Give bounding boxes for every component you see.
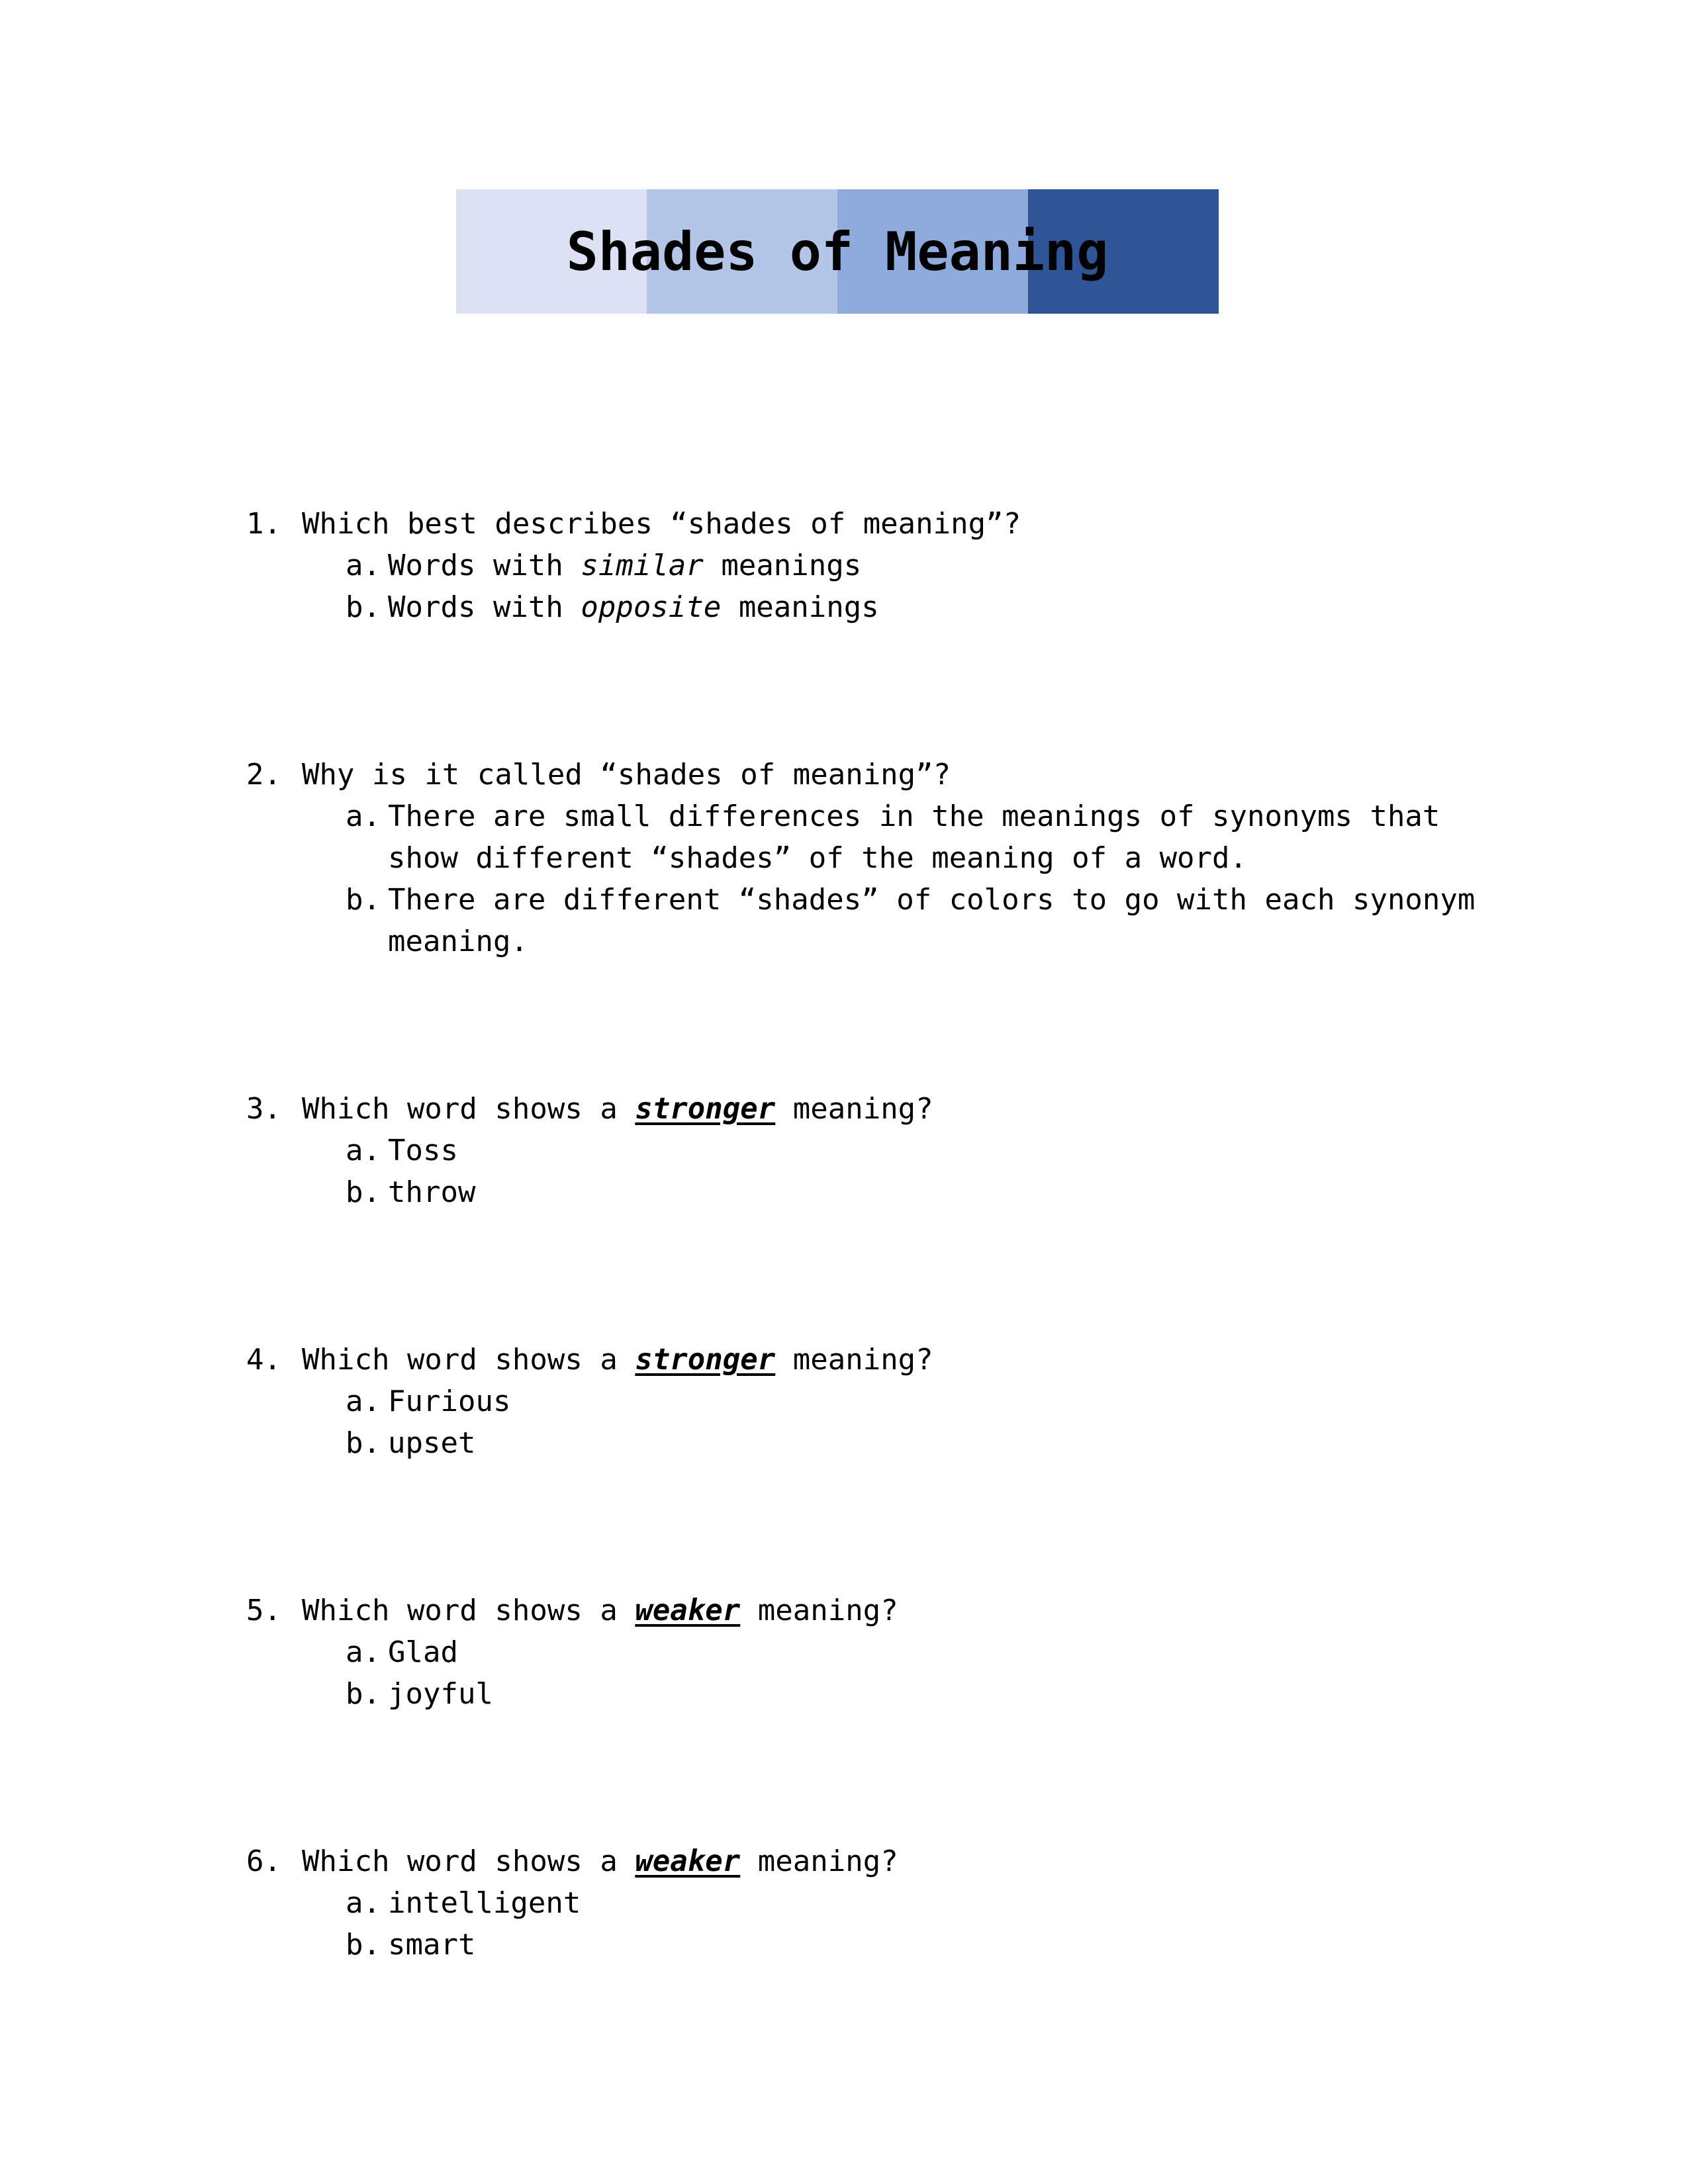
answer-option-b bbox=[346, 586, 1504, 628]
option-text: upset bbox=[388, 1426, 476, 1460]
answer-option-a bbox=[346, 1381, 1504, 1422]
question-text-post: meaning? bbox=[775, 1343, 933, 1377]
question-stem bbox=[246, 1339, 1504, 1381]
option-text-pre: Words with bbox=[388, 549, 581, 582]
question-text-post: meaning? bbox=[775, 1092, 933, 1126]
answer-options bbox=[346, 796, 1504, 962]
option-letter: b. bbox=[346, 883, 381, 917]
option-letter: b. bbox=[346, 1426, 381, 1460]
question-number: 4. bbox=[246, 1343, 281, 1377]
option-keyword: similar bbox=[581, 549, 704, 582]
option-text: There are different “shades” of colors to go with each synonym meaning. bbox=[388, 883, 1476, 958]
answer-option-b bbox=[346, 879, 1504, 962]
option-text: Toss bbox=[388, 1134, 458, 1167]
question-number: 5. bbox=[246, 1594, 281, 1627]
question-number: 2. bbox=[246, 758, 281, 792]
answer-option-b bbox=[346, 1924, 1504, 1966]
question-text-pre: Which word shows a bbox=[302, 1594, 635, 1627]
question-text-post: meaning? bbox=[740, 1594, 898, 1627]
option-text: joyful bbox=[388, 1677, 493, 1711]
question-4 bbox=[246, 1339, 1504, 1464]
question-stem bbox=[246, 503, 1504, 545]
answer-option-a bbox=[346, 796, 1504, 879]
answer-options bbox=[346, 1381, 1504, 1464]
answer-option-b bbox=[346, 1171, 1504, 1213]
answer-option-a bbox=[346, 1631, 1504, 1673]
question-text-post: meaning? bbox=[740, 1844, 898, 1878]
title-banner bbox=[456, 189, 1219, 314]
option-text: throw bbox=[388, 1175, 476, 1209]
question-stem bbox=[246, 1088, 1504, 1130]
question-stem bbox=[246, 1841, 1504, 1882]
option-letter: a. bbox=[346, 549, 381, 582]
answer-option-a bbox=[346, 545, 1504, 586]
question-keyword: weaker bbox=[635, 1844, 741, 1878]
option-text: There are small differences in the meanings of synonyms that show different “shades” of the meaning of a word. bbox=[388, 799, 1440, 875]
page-title: Shades of Meaning bbox=[566, 220, 1109, 283]
option-letter: b. bbox=[346, 590, 381, 624]
question-2 bbox=[246, 754, 1504, 962]
question-keyword: stronger bbox=[635, 1343, 776, 1377]
option-text: intelligent bbox=[388, 1886, 581, 1920]
question-keyword: weaker bbox=[635, 1594, 741, 1627]
option-text-post: meanings bbox=[721, 590, 879, 624]
question-text-pre: Which word shows a bbox=[302, 1844, 635, 1878]
question-keyword: stronger bbox=[635, 1092, 776, 1126]
answer-options bbox=[346, 545, 1504, 628]
option-text-post: meanings bbox=[703, 549, 862, 582]
answer-option-a bbox=[346, 1130, 1504, 1171]
question-text-pre: Which word shows a bbox=[302, 1343, 635, 1377]
answer-option-b bbox=[346, 1422, 1504, 1464]
question-text-pre: Which word shows a bbox=[302, 1092, 635, 1126]
answer-options bbox=[346, 1882, 1504, 1966]
option-letter: b. bbox=[346, 1175, 381, 1209]
question-5 bbox=[246, 1590, 1504, 1715]
option-letter: b. bbox=[346, 1677, 381, 1711]
answer-option-b bbox=[346, 1673, 1504, 1715]
option-letter: a. bbox=[346, 1134, 381, 1167]
question-6 bbox=[246, 1841, 1504, 1966]
option-text bbox=[388, 586, 1487, 628]
option-letter: b. bbox=[346, 1928, 381, 1962]
option-letter: a. bbox=[346, 799, 381, 833]
question-number: 1. bbox=[246, 507, 281, 541]
option-text-pre: Words with bbox=[388, 590, 581, 624]
option-text: Furious bbox=[388, 1385, 511, 1418]
option-text: Glad bbox=[388, 1635, 458, 1669]
question-number: 3. bbox=[246, 1092, 281, 1126]
option-letter: a. bbox=[346, 1385, 381, 1418]
option-letter: a. bbox=[346, 1886, 381, 1920]
question-list bbox=[246, 503, 1504, 2091]
question-1 bbox=[246, 503, 1504, 628]
option-keyword: opposite bbox=[581, 590, 722, 624]
option-text: smart bbox=[388, 1928, 476, 1962]
option-letter: a. bbox=[346, 1635, 381, 1669]
question-text: Why is it called “shades of meaning”? bbox=[302, 758, 951, 792]
question-stem bbox=[246, 754, 1504, 796]
answer-options bbox=[346, 1130, 1504, 1213]
question-3 bbox=[246, 1088, 1504, 1213]
option-text bbox=[388, 545, 1487, 586]
answer-options bbox=[346, 1631, 1504, 1715]
question-number: 6. bbox=[246, 1844, 281, 1878]
question-text: Which best describes “shades of meaning”? bbox=[302, 507, 1021, 541]
answer-option-a bbox=[346, 1882, 1504, 1924]
question-stem bbox=[246, 1590, 1504, 1631]
